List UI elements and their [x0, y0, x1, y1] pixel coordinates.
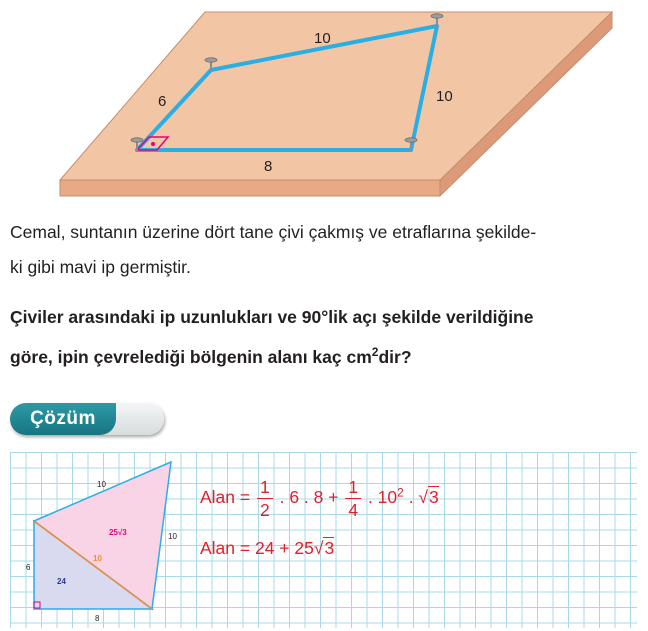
formula-radicand: 3 [324, 538, 335, 558]
solution-side-bottom: 8 [95, 614, 100, 623]
side-label-right: 10 [436, 88, 453, 105]
fraction-quarter [345, 476, 361, 521]
formula-radicand: 3 [429, 487, 439, 508]
problem-question [10, 300, 640, 375]
formula-lhs: Alan = [200, 487, 251, 508]
formula-line-2 [200, 538, 334, 559]
side-label-bottom: 8 [264, 158, 273, 175]
side-label-left: 6 [158, 93, 167, 110]
solution-side-left: 6 [26, 563, 31, 572]
solution-side-right: 10 [168, 532, 177, 541]
board-front-edge [60, 180, 440, 196]
formula-exponent: 2 [397, 485, 404, 500]
board-figure [0, 0, 648, 205]
fraction-denominator: 2 [259, 500, 270, 520]
problem-intro-line: Cemal, suntanın üzerine dört tane çivi çakmış ve etraflarına şekilde- [10, 222, 537, 242]
problem-question-line [10, 335, 640, 375]
solution-badge [10, 403, 164, 435]
solution-diagonal-label: 10 [93, 554, 102, 563]
upper-triangle-area: 25√3 [109, 528, 127, 537]
solution-badge-label: Çözüm [10, 403, 116, 435]
fraction-denominator: 4 [348, 500, 359, 520]
solution-side-top: 10 [97, 480, 106, 489]
formula-part2-sep: . √ [408, 487, 429, 508]
question-exponent: 2 [371, 345, 379, 359]
fraction-numerator: 1 [345, 476, 361, 499]
formula-result: Alan = 24 + 25√ [200, 538, 324, 558]
problem-intro [10, 215, 640, 285]
question-text-end: dir? [378, 346, 412, 367]
fraction-half [257, 476, 273, 521]
formula-part1: . 6 . 8 + [279, 487, 339, 508]
lower-triangle-area: 24 [57, 577, 66, 586]
right-angle-dot [151, 142, 155, 146]
problem-question-line: Çiviler arasındaki ip uzunlukları ve 90°lik açı şekilde verildiğine [10, 307, 534, 327]
formula-part2-base: . 10 [367, 487, 398, 508]
formula-line-1 [200, 476, 439, 528]
solution-figure [20, 455, 190, 627]
fraction-numerator: 1 [257, 476, 273, 499]
problem-intro-line: ki gibi mavi ip germiştir. [10, 257, 191, 277]
question-text: göre, ipin çevrelediği bölgenin alanı kaç cm [10, 346, 372, 367]
side-label-top: 10 [314, 30, 331, 47]
